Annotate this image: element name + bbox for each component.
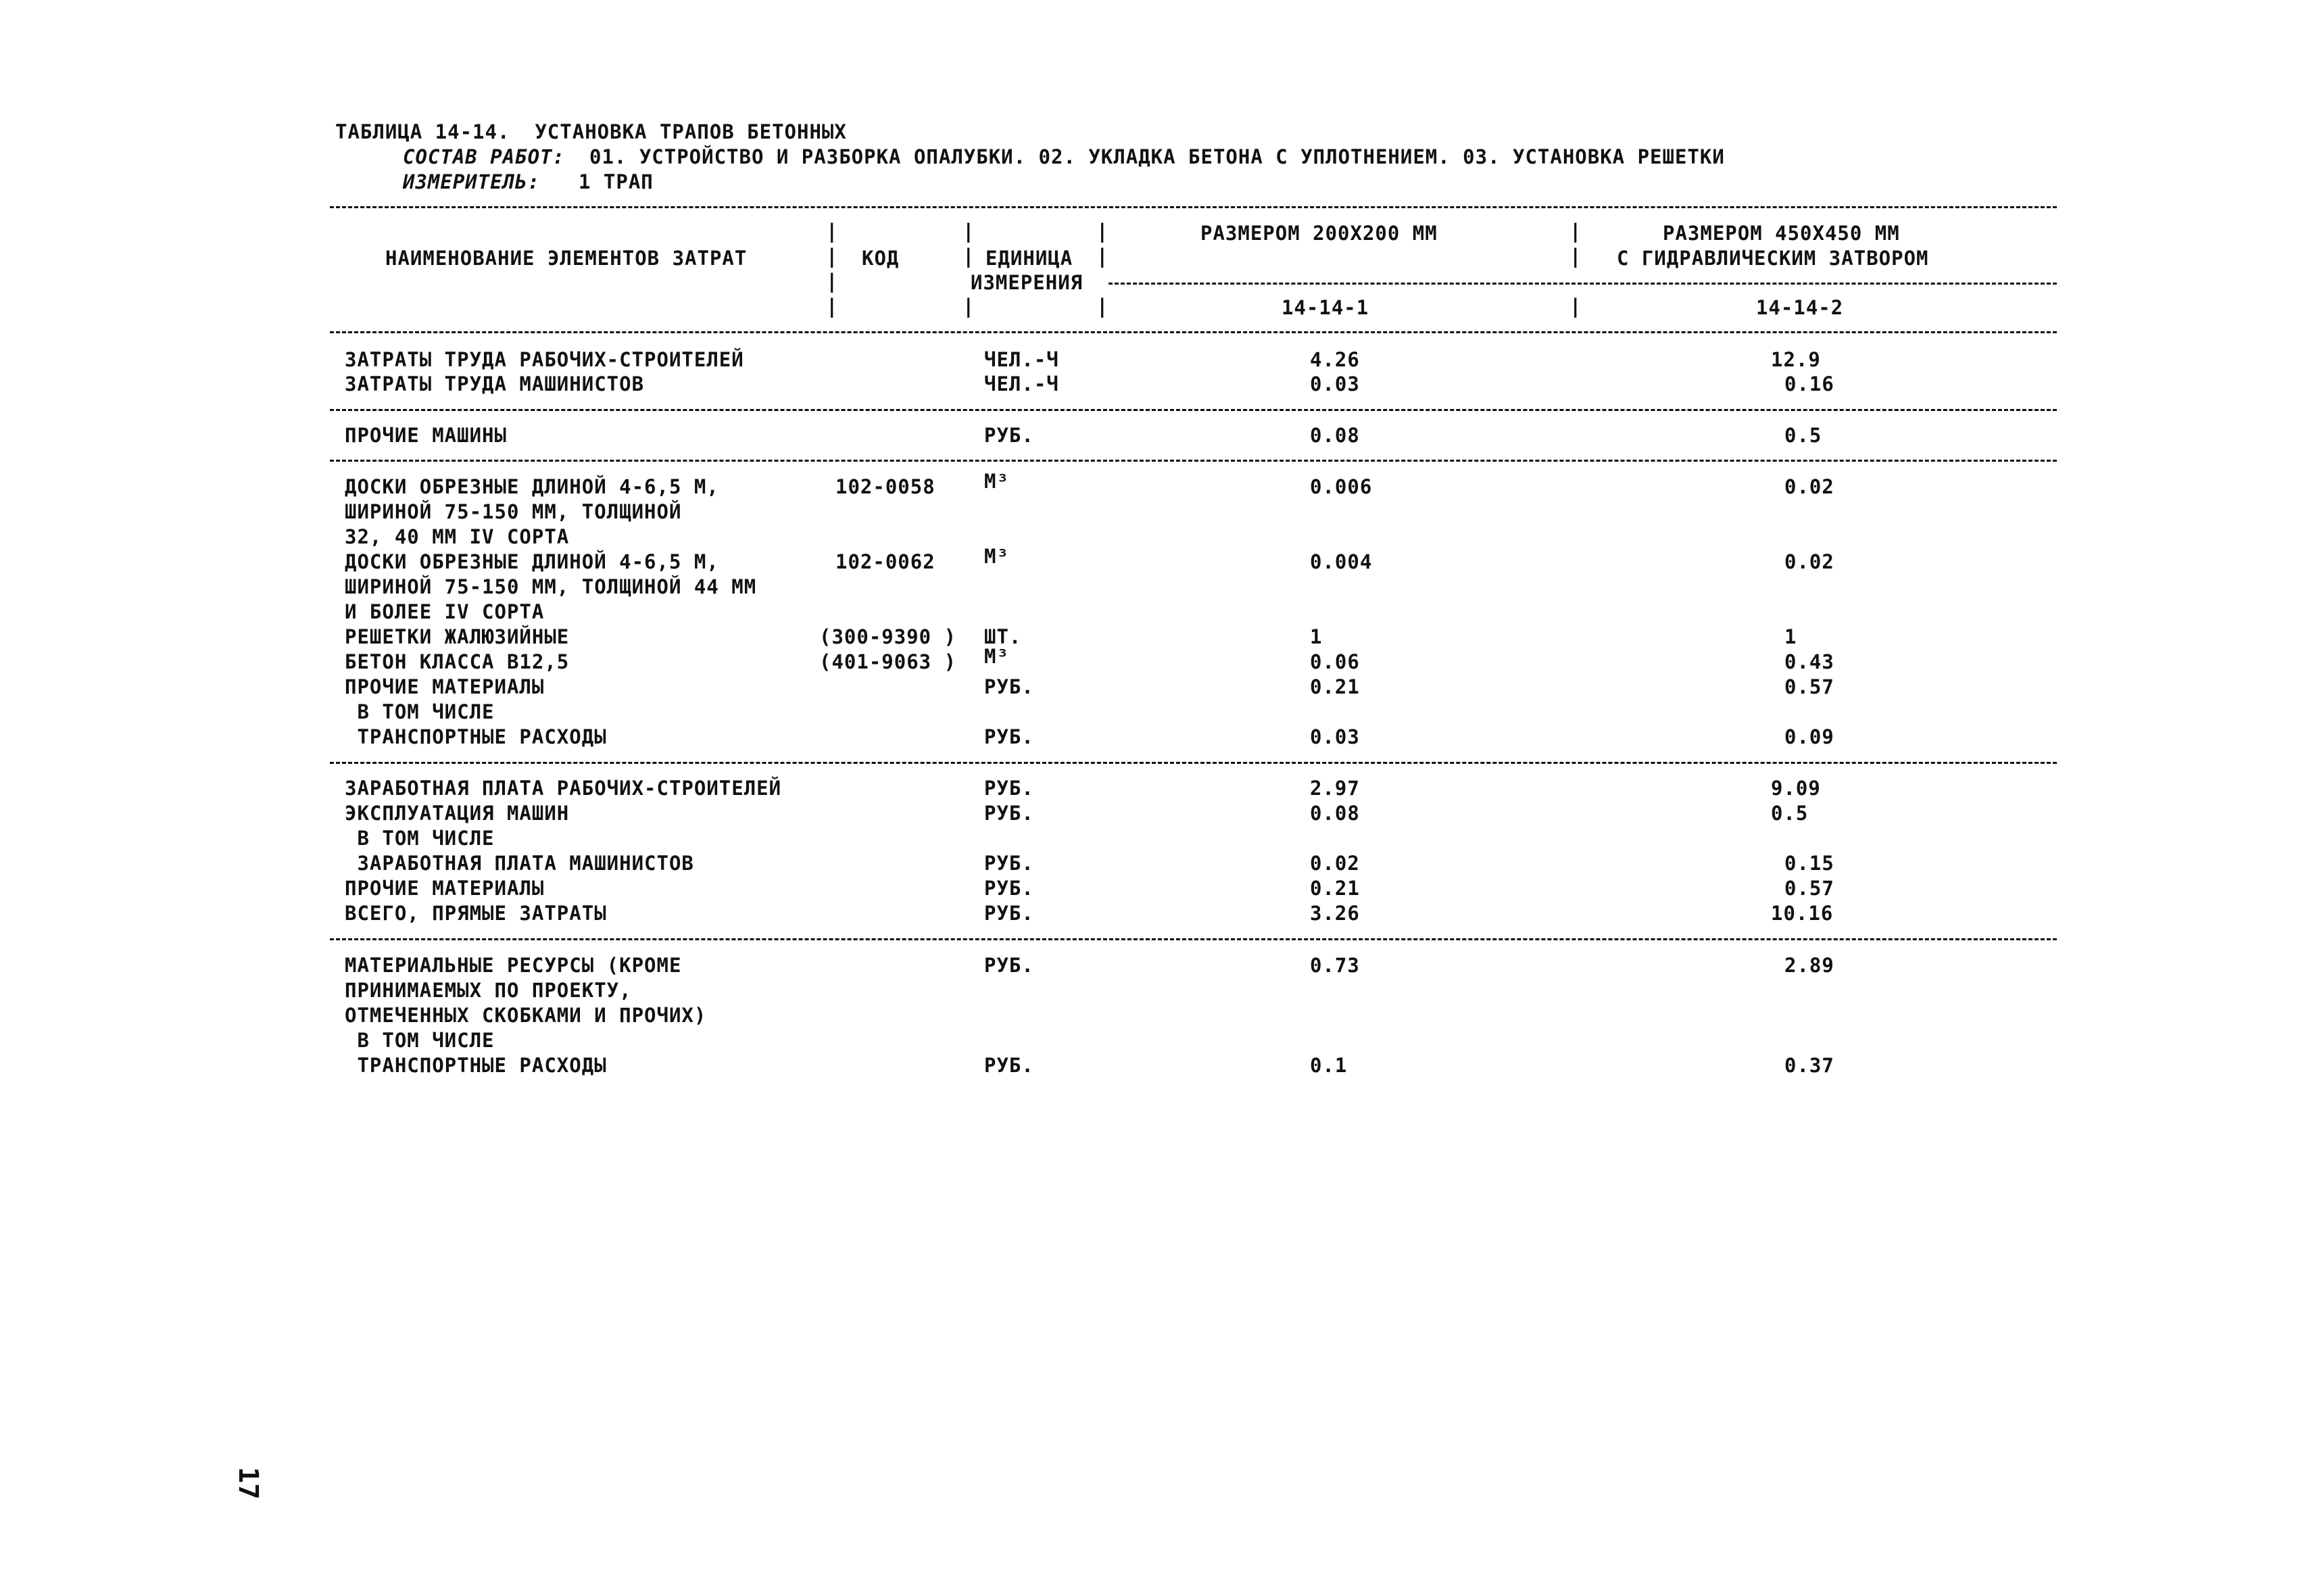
col-name-header: НАИМЕНОВАНИЕ ЭЛЕМЕНТОВ ЗАТРАТ [385,247,748,270]
row-value-col1: 0.02 [1310,852,1360,875]
section-divider [330,460,2057,462]
row-name: ЗАРАБОТНАЯ ПЛАТА РАБОЧИХ-СТРОИТЕЛЕЙ [345,777,782,800]
row-name: В ТОМ ЧИСЛЕ [345,1029,495,1052]
row-unit: РУБ. [984,424,1034,447]
work-composition-text: 01. УСТРОЙСТВО И РАЗБОРКА ОПАЛУБКИ. 02. УКЛАДКА БЕТОНА С УПЛОТНЕНИЕМ. 03. УСТАНОВКА РЕШЕТКИ [589,145,1725,168]
row-code: (401-9063 ) [819,650,957,673]
header-separator: | | | | [826,220,838,318]
row-value-col2: 0.16 [1784,372,1834,395]
row-value-col2: 0.37 [1784,1054,1834,1077]
row-name: ОТМЕЧЕННЫХ СКОБКАМИ И ПРОЧИХ) [345,1004,707,1027]
col2-header-2: С ГИДРАВЛИЧЕСКИМ ЗАТВОРОМ [1617,247,1929,270]
col1-code: 14-14-1 [1282,296,1369,319]
row-value-col1: 0.1 [1310,1054,1348,1077]
row-code: (300-9390 ) [819,625,957,648]
row-name: ШИРИНОЙ 75-150 ММ, ТОЛЩИНОЙ [345,500,682,523]
row-name: ДОСКИ ОБРЕЗНЫЕ ДЛИНОЙ 4-6,5 М, [345,475,719,498]
row-value-col1: 0.004 [1310,550,1373,573]
row-value-col2: 0.57 [1784,675,1834,698]
row-value-col2: 2.89 [1784,954,1834,977]
work-composition-label: СОСТАВ РАБОТ: [403,145,565,168]
row-value-col1: 3.26 [1310,902,1360,925]
measure-value: 1 ТРАП [579,170,654,193]
row-value-col1: 0.03 [1310,372,1360,395]
row-unit: РУБ. [984,725,1034,748]
row-value-col1: 0.21 [1310,675,1360,698]
row-name: И БОЛЕЕ IV СОРТА [345,600,545,623]
row-name: ПРИНИМАЕМЫХ ПО ПРОЕКТУ, [345,979,632,1002]
row-name: ТРАНСПОРТНЫЕ РАСХОДЫ [345,1054,607,1077]
row-value-col2: 0.57 [1784,877,1834,900]
header-separator: | | | [1096,220,1108,318]
row-value-col1: 0.06 [1310,650,1360,673]
row-name: В ТОМ ЧИСЛЕ [345,700,495,723]
section-divider [330,762,2057,764]
row-value-col2: 0.09 [1784,725,1834,748]
row-name: В ТОМ ЧИСЛЕ [345,827,495,850]
col-unit-header-2: ИЗМЕРЕНИЯ [971,271,1083,294]
row-value-col2: 0.43 [1784,650,1834,673]
row-unit: РУБ. [984,1054,1034,1077]
col1-header: РАЗМЕРОМ 200Х200 ММ [1200,222,1438,245]
row-unit: РУБ. [984,802,1034,825]
row-name: БЕТОН КЛАССА В12,5 [345,650,570,673]
row-unit: ШТ. [984,625,1022,648]
row-value-col1: 0.03 [1310,725,1360,748]
row-name: ШИРИНОЙ 75-150 ММ, ТОЛЩИНОЙ 44 ММ [345,575,757,598]
row-value-col2: 1 [1784,625,1797,648]
header-separator: | | | [962,220,975,318]
row-value-col2: 0.5 [1771,802,1809,825]
col-unit-header-1: ЕДИНИЦА [985,247,1073,270]
row-value-col1: 2.97 [1310,777,1360,800]
section-divider [330,409,2057,411]
row-name: ЭКСПЛУАТАЦИЯ МАШИН [345,802,570,825]
row-name: ЗАРАБОТНАЯ ПЛАТА МАШИНИСТОВ [345,852,694,875]
row-value-col1: 0.73 [1310,954,1360,977]
row-value-col1: 0.006 [1310,475,1373,498]
row-name: ЗАТРАТЫ ТРУДА МАШИНИСТОВ [345,372,645,395]
row-unit: М³ [984,545,1009,568]
row-name: ДОСКИ ОБРЕЗНЫЕ ДЛИНОЙ 4-6,5 М, [345,550,719,573]
row-unit: М³ [984,645,1009,668]
row-value-col2: 10.16 [1771,902,1834,925]
row-value-col2: 0.15 [1784,852,1834,875]
row-unit: РУБ. [984,675,1034,698]
row-unit: РУБ. [984,852,1034,875]
row-value-col1: 0.21 [1310,877,1360,900]
row-value-col1: 0.08 [1310,424,1360,447]
row-name: ТРАНСПОРТНЫЕ РАСХОДЫ [345,725,607,748]
header-separator: | | | [1569,220,1582,318]
row-value-col1: 1 [1310,625,1323,648]
col2-header-1: РАЗМЕРОМ 450Х450 ММ [1663,222,1900,245]
section-divider [330,938,2057,940]
row-value-col2: 9.09 [1771,777,1821,800]
row-value-col1: 0.08 [1310,802,1360,825]
row-code: 102-0058 [835,475,935,498]
row-unit: ЧЕЛ.-Ч [984,372,1059,395]
row-name: ПРОЧИЕ МАТЕРИАЛЫ [345,877,545,900]
row-value-col2: 0.5 [1784,424,1822,447]
measure-label: ИЗМЕРИТЕЛЬ: [403,170,541,193]
row-unit: РУБ. [984,877,1034,900]
row-name: РЕШЕТКИ ЖАЛЮЗИЙНЫЕ [345,625,570,648]
col2-code: 14-14-2 [1756,296,1844,319]
row-name: ПРОЧИЕ МАШИНЫ [345,424,507,447]
row-code: 102-0062 [835,550,935,573]
row-value-col1: 4.26 [1310,348,1360,371]
row-name: МАТЕРИАЛЬНЫЕ РЕСУРСЫ (КРОМЕ [345,954,682,977]
row-name: ЗАТРАТЫ ТРУДА РАБОЧИХ-СТРОИТЕЛЕЙ [345,348,744,371]
row-name: 32, 40 ММ IV СОРТА [345,525,570,548]
col-code-header: КОД [862,247,900,270]
row-value-col2: 0.02 [1784,475,1834,498]
row-unit: М³ [984,470,1009,493]
header-subdivider [1108,283,2057,285]
header-divider-top [330,206,2057,208]
row-unit: РУБ. [984,954,1034,977]
row-unit: ЧЕЛ.-Ч [984,348,1059,371]
row-unit: РУБ. [984,902,1034,925]
row-value-col2: 0.02 [1784,550,1834,573]
row-value-col2: 12.9 [1771,348,1821,371]
table-title: ТАБЛИЦА 14-14. УСТАНОВКА ТРАПОВ БЕТОННЫХ [335,120,847,143]
header-divider-bottom [330,331,2057,333]
row-unit: РУБ. [984,777,1034,800]
row-name: ПРОЧИЕ МАТЕРИАЛЫ [345,675,545,698]
page-number: 17 [233,1467,264,1500]
row-name: ВСЕГО, ПРЯМЫЕ ЗАТРАТЫ [345,902,607,925]
